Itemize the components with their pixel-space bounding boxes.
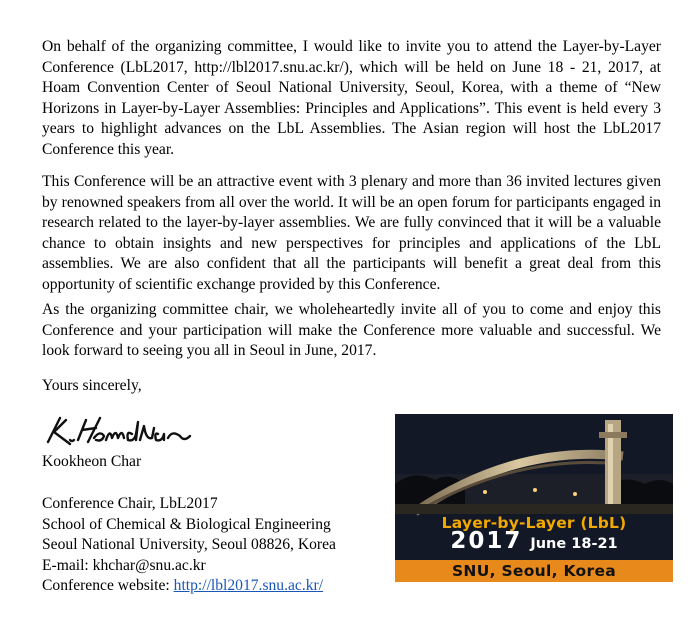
signer-name: Kookheon Char bbox=[42, 453, 142, 470]
invitation-paragraph: As the organizing committee chair, we wholeheartedly invite all of you to come and enjoy this Conference and your participation will make the Conference more valuable and successful. We look forward to seeing you all in Seoul in June, 2017. bbox=[42, 301, 661, 360]
poster-location-band bbox=[395, 560, 673, 582]
poster-year: 2017 bbox=[450, 528, 523, 554]
poster-title: Layer-by-Layer (LbL) bbox=[441, 514, 627, 532]
handwritten-signature bbox=[40, 412, 200, 452]
conference-poster-image bbox=[395, 414, 673, 582]
contact-block bbox=[42, 494, 336, 597]
closing-salutation: Yours sincerely, bbox=[42, 377, 142, 394]
poster-dates: June 18-21 bbox=[530, 536, 618, 552]
signer-email: E-mail: khchar@snu.ac.kr bbox=[42, 556, 206, 574]
poster-date-line bbox=[395, 528, 673, 555]
signer-department: School of Chemical & Biological Engineering bbox=[42, 515, 331, 533]
website-line bbox=[42, 576, 336, 597]
conference-description-paragraph: This Conference will be an attractive event with 3 plenary and more than 36 invited lectures given by renowned speakers from all over the world. It will be an open forum for participants engaged in research related to the layer-by-layer assemblies. We are fully convinced that it will be a valuable chance to obtain insights and new perspectives for principles and applications of the LbL assemblies. We are also confident that all the participants will benefit a great deal from this opportunity of scientific exchange provided by this Conference. bbox=[42, 173, 661, 293]
website-label: Conference website: bbox=[42, 577, 174, 595]
website-link[interactable]: http://lbl2017.snu.ac.kr/ bbox=[173, 577, 324, 595]
snu-gate-photo bbox=[395, 414, 673, 582]
intro-paragraph: On behalf of the organizing committee, I would like to invite you to attend the Layer-by-Layer Conference (LbL2017, http://lbl2017.snu.ac.kr/), which will be held on June 18 - 21, 2017, at Hoam Convention Center of Seoul National University, Seoul, Korea, with a theme of “New Horizons in Layer-by-Layer Assemblies: Principles and Applications”. This event is held every 3 years to highlight advances on the LbL Assemblies. The Asian region will host the LbL2017 Conference this year. bbox=[42, 38, 661, 158]
signer-title: Conference Chair, LbL2017 bbox=[42, 495, 218, 512]
signer-address: Seoul National University, Seoul 08826, Korea bbox=[42, 536, 336, 554]
poster-location: SNU, Seoul, Korea bbox=[451, 562, 617, 580]
